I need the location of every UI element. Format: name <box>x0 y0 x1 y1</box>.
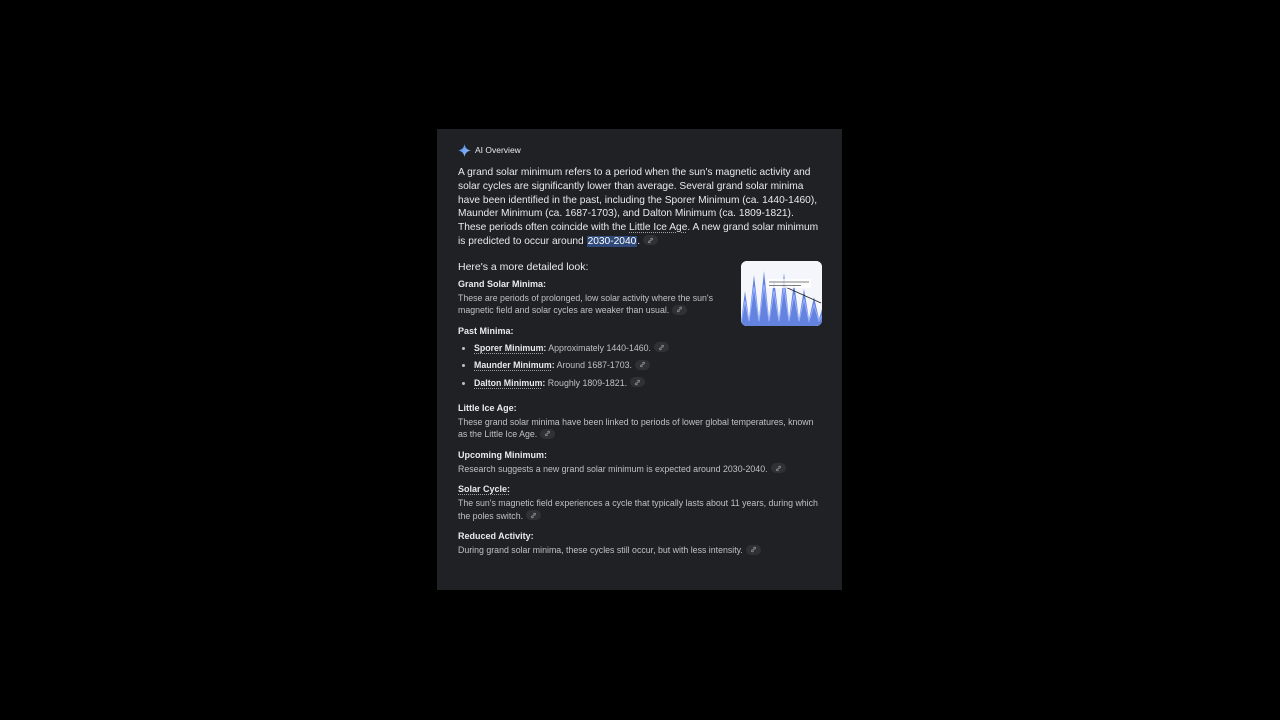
section-body <box>458 416 822 441</box>
list-item: • Maunder Minimum: Around 1687-1703. <box>474 359 822 371</box>
chart-thumbnail-image <box>741 261 822 326</box>
sparkle-icon <box>458 144 471 157</box>
list-item-text: Approximately 1440-1460. <box>546 342 651 353</box>
solar-cycle-link[interactable]: Solar Cycle: <box>458 484 511 495</box>
source-link-button[interactable] <box>654 342 669 352</box>
source-link-button[interactable] <box>526 510 541 520</box>
link-icon <box>530 512 537 519</box>
little-ice-age-section <box>458 403 822 441</box>
detail-section <box>458 261 822 326</box>
detail-intro: Here's a more detailed look: <box>458 260 589 273</box>
link-icon <box>634 379 641 386</box>
section-body <box>458 544 822 557</box>
section-body <box>458 463 822 476</box>
section-body-text: During grand solar minima, these cycles still occur, but with less intensity. <box>458 545 743 556</box>
summary-text-2: . A new grand solar minimum is predicted to occur around <box>458 222 819 247</box>
ai-overview-header <box>458 143 822 157</box>
link-icon <box>676 306 683 313</box>
solar-cycle-section <box>458 484 822 522</box>
source-link-button[interactable] <box>643 235 658 245</box>
source-link-button[interactable] <box>771 463 786 473</box>
section-title: Upcoming Minimum: <box>458 449 547 460</box>
source-link-button[interactable] <box>635 360 650 370</box>
past-minima-section <box>458 326 822 389</box>
section-title: Little Ice Age: <box>458 402 517 413</box>
link-icon <box>658 344 665 351</box>
reduced-activity-section <box>458 531 822 557</box>
link-icon <box>750 546 757 553</box>
minimum-name-link[interactable]: Dalton Minimum <box>474 377 543 388</box>
minimum-name-link[interactable]: Sporer Minimum <box>474 342 544 353</box>
link-icon <box>647 237 654 244</box>
source-link-button[interactable] <box>672 305 687 315</box>
section-body-text: Research suggests a new grand solar minimum is expected around 2030-2040. <box>458 463 768 474</box>
source-link-button[interactable] <box>630 377 645 387</box>
ai-overview-title: AI Overview <box>475 145 521 155</box>
section-body <box>458 497 822 522</box>
little-ice-age-link[interactable]: Little Ice Age <box>629 222 688 234</box>
section-body-text: These are periods of prolonged, low solar activity where the sun's magnetic field and solar cycles are weaker than usual. <box>458 292 713 316</box>
list-item: • Sporer Minimum: Approximately 1440-1460. <box>474 342 822 354</box>
source-link-button[interactable] <box>540 429 555 439</box>
summary-paragraph <box>458 166 822 249</box>
section-body-text: The sun's magnetic field experiences a cycle that typically lasts about 11 years, during which the poles switch. <box>458 498 818 521</box>
ai-overview-panel <box>437 129 842 590</box>
summary-text-3: . <box>637 235 641 247</box>
minimum-name-link[interactable]: Maunder Minimum <box>474 360 552 371</box>
link-icon <box>775 465 782 472</box>
link-icon <box>544 430 551 437</box>
section-body <box>458 292 735 317</box>
list-item: • Dalton Minimum: Roughly 1809-1821. <box>474 377 822 389</box>
upcoming-minimum-section <box>458 450 822 476</box>
source-link-button[interactable] <box>746 545 761 555</box>
highlighted-range: 2030-2040 <box>587 235 637 247</box>
section-title: Past Minima: <box>458 325 514 336</box>
section-title <box>458 484 822 494</box>
past-minima-list <box>458 342 822 389</box>
summary-text: A grand solar minimum refers to a period when the sun's magnetic activity and solar cycles are significantly lower than average. Several grand solar minima have been identified in the past, including the Sporer Minimum (ca. 1440-1460), Maunder Minimum (ca. 1687-1703), and Dalton Minimum (ca. 1809-1821). These periods often coincide with the <box>458 167 818 234</box>
list-item-text: Roughly 1809-1821. <box>545 377 628 388</box>
section-body-text: These grand solar minima have been linked to periods of lower global temperatures, known as the Little Ice Age. <box>458 416 814 440</box>
grand-minima-section <box>458 279 735 317</box>
section-title: Reduced Activity: <box>458 531 534 542</box>
list-item-text: Around 1687-1703. <box>554 360 632 371</box>
section-title: Grand Solar Minima: <box>458 278 547 289</box>
solar-cycle-chart-thumbnail[interactable] <box>741 261 822 326</box>
link-icon <box>639 361 646 368</box>
